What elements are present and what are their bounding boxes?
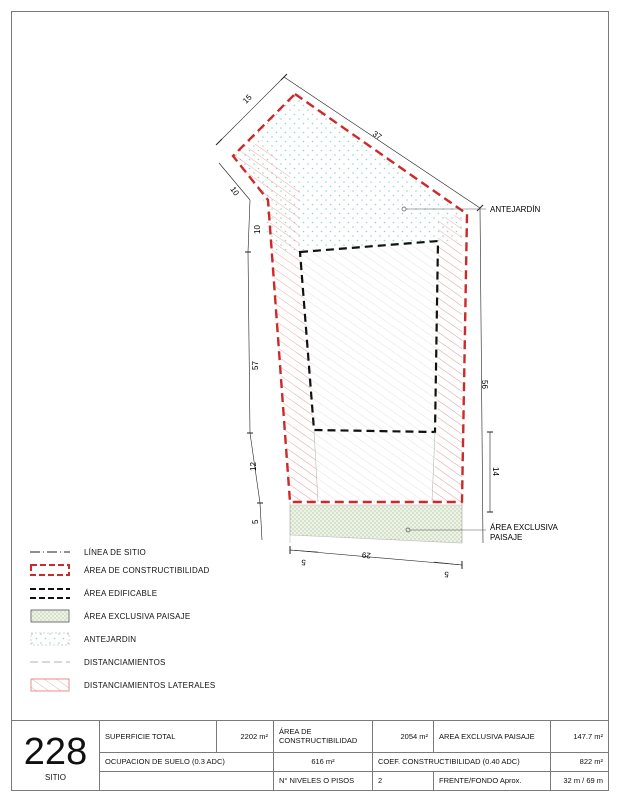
legend-label: ÁREA DE CONSTRUCTIBILIDAD (84, 565, 210, 575)
legend-item-linea-sitio (30, 544, 146, 560)
niveles-value: 2 (373, 771, 434, 790)
legend-item-laterales (30, 677, 215, 693)
dim-left-lower: 12 (249, 462, 258, 471)
area-constructibilidad-label: ÁREA DE CONSTRUCTIBILIDAD (274, 721, 373, 753)
legend-item-constructibilidad (30, 562, 209, 578)
legend-label: ÁREA EDIFICABLE (84, 588, 158, 598)
dim-left-upper: 10 (253, 225, 262, 234)
site-number-cell (12, 721, 100, 791)
legend-label: DISTANCIAMIENTOS LATERALES (84, 680, 216, 690)
legend-label: DISTANCIAMIENTOS (84, 657, 166, 667)
legend-label: ÁREA EXCLUSIVA PAISAJE (84, 611, 191, 621)
callout-antejardin-label: ANTEJARDÍN (490, 205, 541, 214)
superficie-total-label: SUPERFICIE TOTAL (100, 721, 217, 753)
green-dotted-box-icon (30, 609, 70, 623)
frente-value: 32 m / 69 m (551, 771, 609, 790)
dim-top-left: 15 (241, 92, 254, 106)
legend-item-distanciamientos (30, 654, 166, 670)
dim-left-short: 10 (228, 184, 241, 198)
red-dashed-box-icon (30, 563, 70, 577)
dim-bottom-right: 5 (443, 569, 450, 579)
dim-bottom-total: 29 (361, 550, 372, 560)
superficie-total-value: 2202 m² (217, 721, 274, 753)
legend-item-edificable (30, 585, 157, 601)
frente-label: FRENTE/FONDO Aprox. (434, 771, 551, 790)
coef-value: 822 m² (551, 752, 609, 771)
red-hatched-box-icon (30, 678, 70, 692)
dim-top-right: 37 (370, 129, 384, 142)
black-dashed-line-icon (30, 586, 70, 600)
area-constructibilidad-value: 2054 m² (373, 721, 434, 753)
dim-right-lower: 14 (491, 467, 500, 476)
area-exclusiva-label: AREA EXCLUSIVA PAISAJE (434, 721, 551, 753)
ocupacion-label: OCUPACION DE SUELO (0.3 ADC) (100, 752, 274, 771)
dim-right-total: 56 (480, 380, 489, 389)
site-label: SITIO (45, 773, 66, 782)
area-exclusiva-paisaje (290, 505, 462, 543)
dash-dot-line-icon (30, 545, 70, 559)
dim-left-main: 57 (251, 361, 260, 370)
legend-item-antejardin (30, 631, 136, 647)
site-info-table (11, 720, 609, 791)
legend-label: LÍNEA DE SITIO (84, 547, 146, 557)
ocupacion-value: 616 m² (274, 752, 373, 771)
coef-label: COEF. CONSTRUCTIBILIDAD (0.40 ADC) (373, 752, 551, 771)
cyan-dotted-box-icon (30, 632, 70, 646)
site-number: 228 (23, 731, 88, 773)
area-exclusiva-value: 147.7 m² (551, 721, 609, 753)
niveles-label: N° NIVELES O PISOS (274, 771, 373, 790)
callout-area-exclusiva-line2: PAISAJE (490, 533, 523, 542)
callout-area-exclusiva-line1: ÁREA EXCLUSIVA (490, 523, 558, 532)
empty-cell (100, 771, 274, 790)
thin-dashed-line-icon (30, 655, 70, 669)
dim-bottom-left: 5 (300, 557, 307, 567)
dim-left-bottom: 5 (251, 519, 260, 524)
legend-label: ANTEJARDIN (84, 634, 137, 644)
legend-item-exclusiva (30, 608, 190, 624)
